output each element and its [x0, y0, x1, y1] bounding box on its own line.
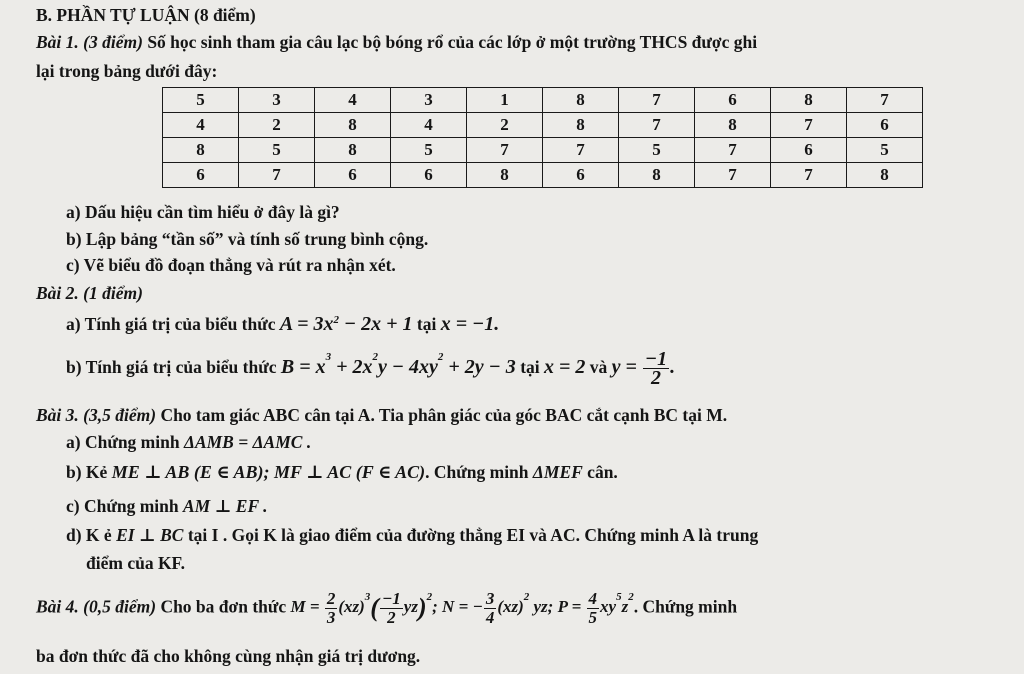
fraction-neg1-2: $\frac{-1}{2}$	[644, 348, 668, 389]
table-cell: 5	[239, 138, 315, 163]
table-cell: 8	[467, 163, 543, 188]
table-cell: 4	[163, 113, 239, 138]
bai1-question-c: c) Vẽ biểu đồ đoạn thẳng và rút ra nhận xét.	[66, 255, 396, 275]
table-cell: 7	[771, 113, 847, 138]
bai3-question-d-line2: điểm của KF.	[86, 553, 186, 573]
table-cell: 7	[847, 88, 923, 113]
section-title: B. PHẦN TỰ LUẬN (8 điểm)	[36, 5, 256, 25]
table-cell: 1	[467, 88, 543, 113]
bai2-label: Bài 2. (1 điểm)	[36, 283, 143, 303]
bai3-question-d: d) K ẻ EI ⊥ BC tại I . Gọi K là giao điểm của đường thẳng EI và AC. Chứng minh A là trung	[66, 525, 759, 545]
table-cell: 5	[163, 88, 239, 113]
table-cell: 7	[543, 138, 619, 163]
bai3-question-c: c) Chứng minh AM ⊥ EF .	[66, 496, 268, 516]
table-cell: 6	[163, 163, 239, 188]
bai3-question-a: a) Chứng minh ΔAMB = ΔAMC .	[66, 432, 312, 452]
table-cell: 2	[467, 113, 543, 138]
table-cell: 6	[695, 88, 771, 113]
bai1-intro-line2: lại trong bảng dưới đây:	[36, 61, 218, 81]
table-row	[163, 163, 923, 188]
bai4-intro: Bài 4. (0,5 điểm) Cho ba đơn thức M = $\frac{2}{3}$ (xz)$^3$( $\frac{-1}{2}$ yz)$^2$; N = − $\frac{3}{4}$ (xz)$^2$ yz; P = $\frac{4}{5}$ $xy^5z^2$. Chứng minh	[36, 589, 738, 627]
table-cell: 3	[391, 88, 467, 113]
table-cell: 8	[619, 163, 695, 188]
table-cell: 8	[847, 163, 923, 188]
table-cell: 3	[239, 88, 315, 113]
bai3-intro: Bài 3. (3,5 điểm) Cho tam giác ABC cân tại A. Tia phân giác của góc BAC cắt cạnh BC tại M.	[36, 405, 728, 425]
table-cell: 6	[847, 113, 923, 138]
table-cell: 8	[543, 113, 619, 138]
bai1-question-b: b) Lập bảng “tần số” và tính số trung bình cộng.	[66, 229, 429, 249]
table-cell: 7	[695, 138, 771, 163]
table-cell: 8	[543, 88, 619, 113]
table-cell: 7	[467, 138, 543, 163]
table-cell: 6	[543, 163, 619, 188]
bai1-intro: Bài 1. (3 điểm) Số học sinh tham gia câu lạc bộ bóng rổ của các lớp ở một trường THCS được ghi	[36, 32, 758, 52]
table-cell: 7	[695, 163, 771, 188]
table-cell: 8	[315, 138, 391, 163]
table-row	[163, 138, 923, 163]
table-cell: 4	[391, 113, 467, 138]
table-cell: 5	[391, 138, 467, 163]
bai3-question-b: b) Kẻ ME ⊥ AB (E ∈ AB); MF ⊥ AC (F ∈ AC). Chứng minh ΔMEF cân.	[66, 462, 618, 482]
table-cell: 8	[695, 113, 771, 138]
table-cell: 6	[391, 163, 467, 188]
bai1-question-a: a) Dấu hiệu cần tìm hiểu ở đây là gì?	[66, 202, 340, 222]
table-cell: 5	[619, 138, 695, 163]
bai2-question-b: b) Tính giá trị của biểu thức $B = x^3 + 2x^2y - 4xy^2 + 2y - 3$ tại x = 2 và y = $\frac{-1}{2}$ .	[66, 348, 676, 389]
bai3-label: Bài 3. (3,5 điểm)	[36, 405, 157, 425]
bai2-question-a: a) Tính giá trị của biểu thức $A = 3x^2 - 2x + 1$ tại x = −1.	[66, 313, 500, 335]
table-cell: 7	[619, 113, 695, 138]
data-table	[162, 87, 923, 188]
table-cell: 5	[847, 138, 923, 163]
table-row	[163, 88, 923, 113]
table-row	[163, 113, 923, 138]
table-cell: 7	[239, 163, 315, 188]
monomials-expression: M = $\frac{2}{3}$ (xz)$^3$( $\frac{-1}{2}$ yz)$^2$; N = − $\frac{3}{4}$ (xz)$^2$ yz; P = $\frac{4}{5}$ $xy^5z^2$	[290, 589, 634, 627]
table-cell: 6	[771, 138, 847, 163]
table-cell: 2	[239, 113, 315, 138]
table-cell: 4	[315, 88, 391, 113]
table-cell: 6	[315, 163, 391, 188]
expression-a: $A = 3x^2 - 2x + 1$	[279, 313, 413, 335]
bai1-label: Bài 1. (3 điểm)	[36, 32, 143, 52]
table-cell: 7	[619, 88, 695, 113]
table-cell: 8	[771, 88, 847, 113]
table-cell: 7	[771, 163, 847, 188]
table-cell: 8	[163, 138, 239, 163]
bai4-line2: ba đơn thức đã cho không cùng nhận giá trị dương.	[36, 646, 421, 666]
expression-b: $B = x^3 + 2x^2y - 4xy^2 + 2y - 3$	[280, 351, 516, 379]
table-cell: 8	[315, 113, 391, 138]
bai4-label: Bài 4. (0,5 điểm)	[36, 596, 157, 617]
